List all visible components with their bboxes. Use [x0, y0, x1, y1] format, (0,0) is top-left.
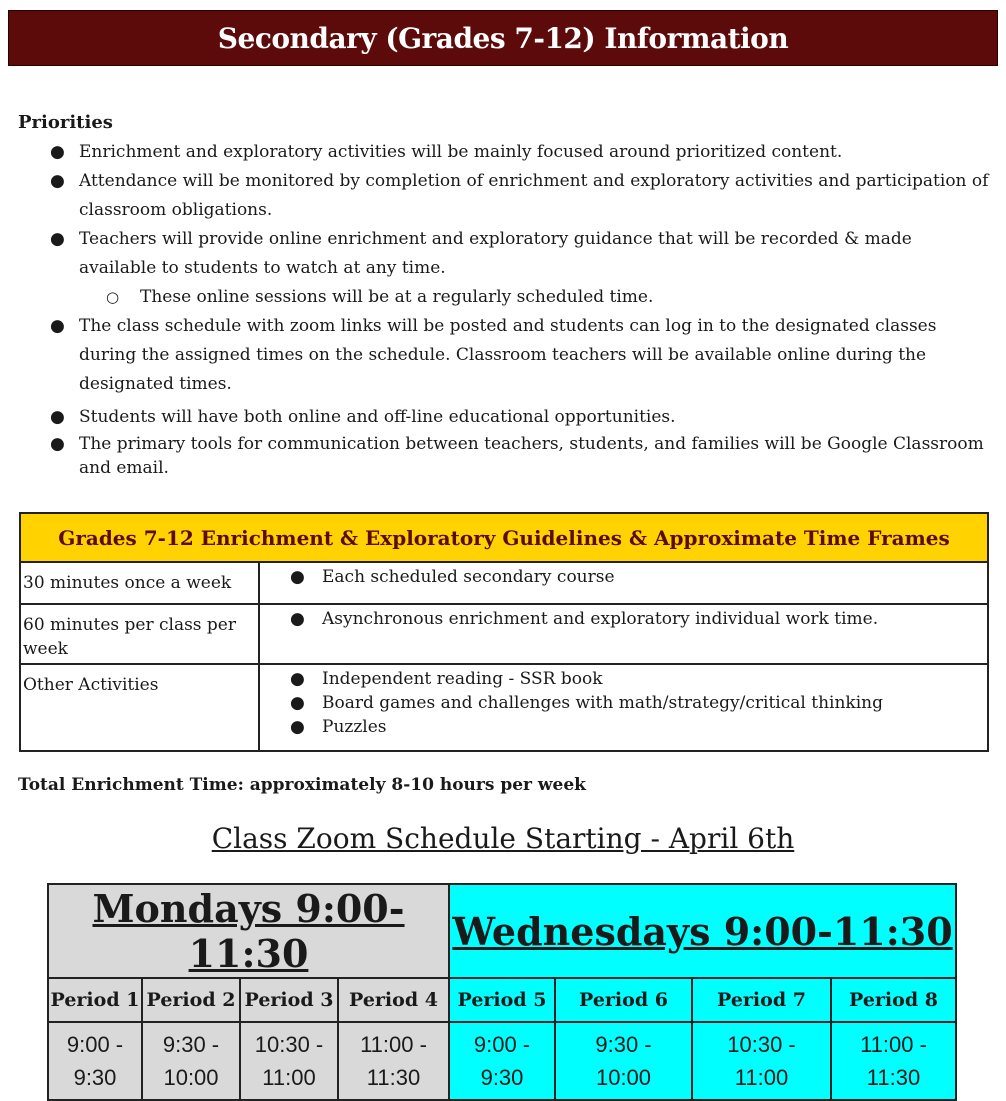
- period-header: Period 8: [831, 978, 956, 1022]
- list-item: ● Asynchronous enrichment and exploratory individual work time.: [290, 609, 879, 629]
- table-cell-activities: [259, 562, 988, 604]
- bullet-icon: ●: [50, 142, 65, 162]
- bullet-icon: ●: [50, 407, 65, 427]
- period-time: 9:30 - 10:00: [555, 1022, 692, 1100]
- list-item: ● Puzzles: [290, 717, 387, 737]
- period-header: Period 4: [338, 978, 449, 1022]
- list-item: ● Each scheduled secondary course: [290, 567, 615, 587]
- table-cell-time: 30 minutes once a week: [20, 562, 259, 604]
- hollow-bullet-icon: ○: [106, 288, 120, 306]
- bullet-icon: ●: [290, 693, 305, 713]
- period-time: 9:00 - 9:30: [48, 1022, 142, 1100]
- bullet-icon: ●: [50, 316, 65, 336]
- schedule-title: Class Zoom Schedule Starting - April 6th: [211, 822, 795, 855]
- bullet-icon: ●: [290, 669, 305, 689]
- list-item: ● Board games and challenges with math/strategy/critical thinking: [290, 693, 883, 713]
- sub-list-item: ○ These online sessions will be at a regularly scheduled time.: [0, 283, 990, 312]
- table-cell-time: 60 minutes per class per week: [20, 604, 259, 664]
- bullet-icon: ●: [290, 717, 305, 737]
- bullet-icon: ●: [290, 609, 305, 629]
- mondays-header: Mondays 9:00-11:30: [48, 884, 449, 978]
- period-time: 11:00 - 11:30: [831, 1022, 956, 1100]
- table-cell-activities: [259, 604, 988, 664]
- period-header: Period 1: [48, 978, 142, 1022]
- list-item: ● Independent reading - SSR book: [290, 669, 603, 689]
- list-item: ● Students will have both online and off-line educational opportunities.: [0, 403, 990, 432]
- period-header: Period 7: [692, 978, 831, 1022]
- period-header: Period 5: [449, 978, 555, 1022]
- zoom-schedule-table: [47, 883, 957, 1101]
- period-time: 10:30 - 11:00: [692, 1022, 831, 1100]
- period-header: Period 3: [240, 978, 338, 1022]
- bullet-icon: ●: [50, 434, 65, 454]
- list-item: ● The class schedule with zoom links will be posted and students can log in to the designated classes during the assigned times on the schedule. Classroom teachers will be available online during the designated times.: [0, 312, 990, 399]
- period-header: Period 6: [555, 978, 692, 1022]
- guidelines-title: Grades 7-12 Enrichment & Exploratory Guidelines & Approximate Time Frames: [20, 513, 988, 562]
- bullet-icon: ●: [50, 171, 65, 191]
- period-time: 9:30 - 10:00: [142, 1022, 240, 1100]
- list-item: ● Enrichment and exploratory activities will be mainly focused around prioritized content.: [0, 138, 990, 167]
- page-title: Secondary (Grades 7-12) Information: [217, 21, 789, 55]
- page-banner: [8, 10, 998, 66]
- period-time: 11:00 - 11:30: [338, 1022, 449, 1100]
- list-item: ● The primary tools for communication between teachers, students, and families will be Google Classroom and email.: [50, 434, 984, 478]
- bullet-icon: ●: [50, 229, 65, 249]
- wednesdays-header: Wednesdays 9:00-11:30: [449, 884, 956, 978]
- table-cell-time: Other Activities: [20, 664, 259, 751]
- list-item: ● Teachers will provide online enrichment and exploratory guidance that will be recorded & made available to students to watch at any time.: [0, 225, 990, 283]
- period-header: Period 2: [142, 978, 240, 1022]
- period-time: 9:00 - 9:30: [449, 1022, 555, 1100]
- priorities-list: [0, 138, 990, 480]
- priorities-heading: Priorities: [18, 112, 113, 133]
- period-time: 10:30 - 11:00: [240, 1022, 338, 1100]
- guidelines-table: [19, 512, 989, 752]
- total-enrichment-time: Total Enrichment Time: approximately 8-10 hours per week: [18, 775, 586, 795]
- table-cell-activities: [259, 664, 988, 751]
- bullet-icon: ●: [290, 567, 305, 587]
- list-item: ● Attendance will be monitored by completion of enrichment and exploratory activities and participation of classroom obligations.: [0, 167, 990, 225]
